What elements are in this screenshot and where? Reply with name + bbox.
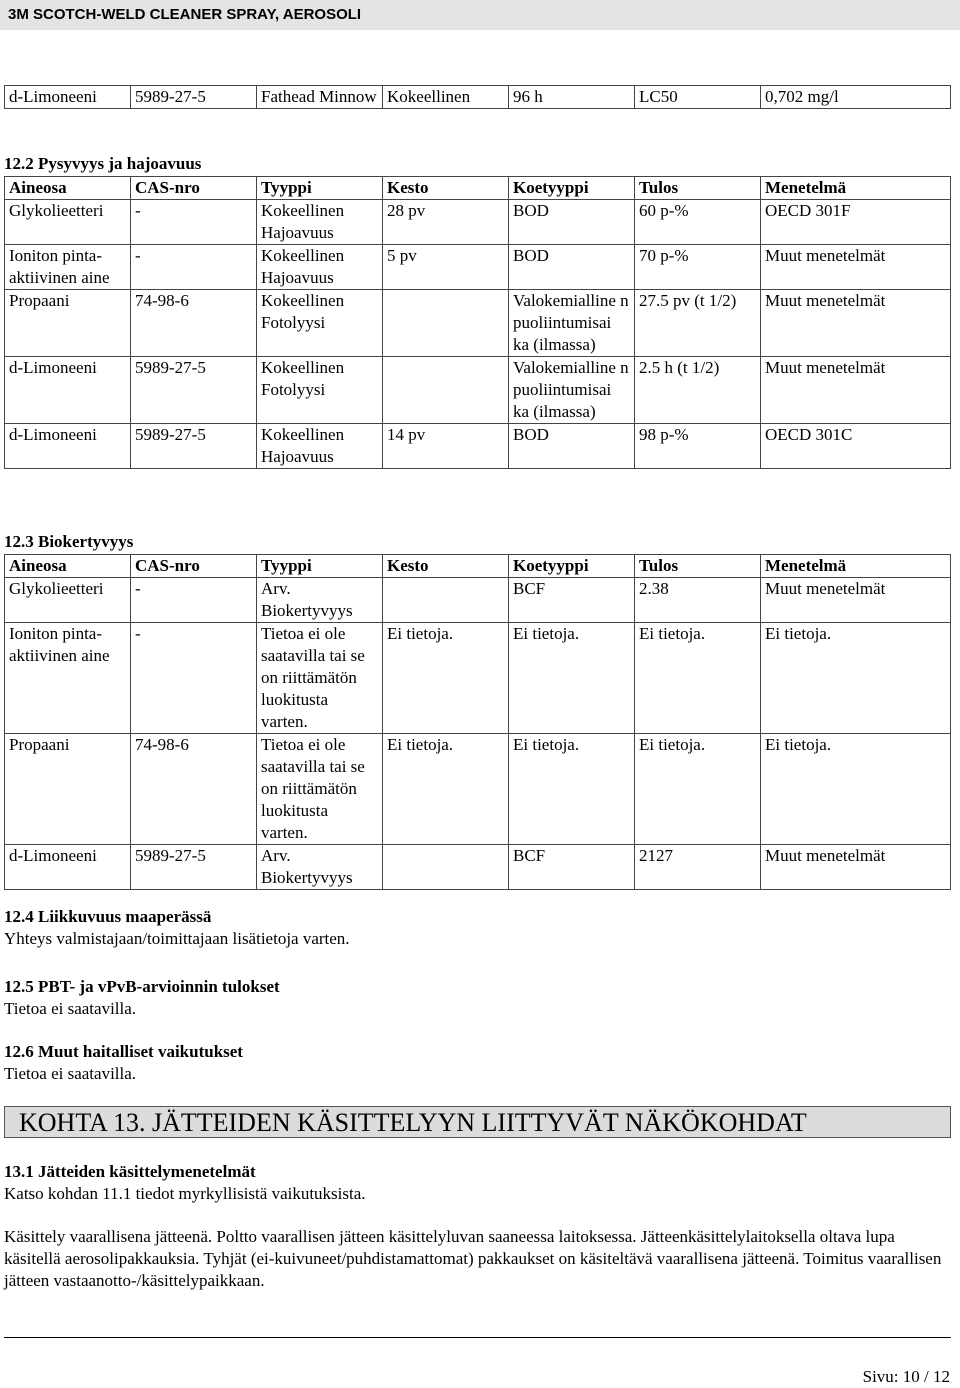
- column-header: Aineosa: [5, 555, 131, 578]
- table-header-row: [5, 177, 951, 200]
- table-cell: Kokeellinen Fotolyysi: [257, 357, 383, 424]
- table-cell: Ei tietoja.: [383, 734, 509, 845]
- table-cell: 0,702 mg/l: [761, 86, 951, 109]
- table-cell: Kokeellinen Hajoavuus: [257, 245, 383, 290]
- table-cell: Muut menetelmät: [761, 245, 951, 290]
- table-cell: Valokemialline n puoliintumisai ka (ilmassa): [509, 290, 635, 357]
- table-cell: Glykolieetteri: [5, 578, 131, 623]
- section-13-heading: KOHTA 13. JÄTTEIDEN KÄSITTELYYN LIITTYVÄT NÄKÖKOHDAT: [19, 1108, 807, 1137]
- column-header: Aineosa: [5, 177, 131, 200]
- table-cell: 2.5 h (t 1/2): [635, 357, 761, 424]
- column-header: Tulos: [635, 177, 761, 200]
- section-13-banner: [4, 1106, 951, 1138]
- table-cell: -: [131, 245, 257, 290]
- table-cell: d-Limoneeni: [5, 357, 131, 424]
- table-row: [5, 86, 951, 109]
- table-cell: [383, 357, 509, 424]
- table-row: [5, 578, 951, 623]
- table-cell: Ei tietoja.: [509, 734, 635, 845]
- table-cell: Muut menetelmät: [761, 290, 951, 357]
- section-title-13-1: 13.1 Jätteiden käsittelymenetelmät: [4, 1162, 256, 1181]
- column-header: Tyyppi: [257, 177, 383, 200]
- table-row: [5, 245, 951, 290]
- column-header: Menetelmä: [761, 177, 951, 200]
- section-title-12-4: 12.4 Liikkuvuus maaperässä: [4, 907, 212, 926]
- table-cell: BCF: [509, 578, 635, 623]
- column-header: Koetyyppi: [509, 555, 635, 578]
- document-header: [0, 0, 960, 30]
- table-cell: 70 p-%: [635, 245, 761, 290]
- table-cell: 2.38: [635, 578, 761, 623]
- table-cell: LC50: [635, 86, 761, 109]
- disposal-paragraph: Käsittely vaarallisena jätteenä. Poltto vaarallisen jätteen käsittelyluvan saaneessa laitoksessa. Jätteenkäsittelylaitoksella oltava lupa käsitellä aerosolipakkauksia. Tyhjät (ei-kuivuneet/puhdistamattomat) pakkaukset on käsiteltävä vaarallisena jätteenä. Toimitus vaarallisen jätteen vastaanotto-/käsittelypaikkaan.: [4, 1227, 942, 1290]
- table-header-row: [5, 555, 951, 578]
- table-row: [5, 734, 951, 845]
- table-cell: Ei tietoja.: [635, 734, 761, 845]
- table-cell: Ei tietoja.: [761, 623, 951, 734]
- table-cell: Ei tietoja.: [383, 623, 509, 734]
- table-cell: Propaani: [5, 734, 131, 845]
- table-cell: Fathead Minnow: [257, 86, 383, 109]
- table-cell: d-Limoneeni: [5, 845, 131, 890]
- table-cell: BCF: [509, 845, 635, 890]
- table-cell: 5989-27-5: [131, 357, 257, 424]
- table-cell: Propaani: [5, 290, 131, 357]
- table-cell: OECD 301F: [761, 200, 951, 245]
- table-cell: [383, 290, 509, 357]
- section-text-13-1: Katso kohdan 11.1 tiedot myrkyllisistä vaikutuksista.: [4, 1184, 366, 1203]
- table-row: [5, 845, 951, 890]
- table-cell: 5989-27-5: [131, 424, 257, 469]
- table-cell: Glykolieetteri: [5, 200, 131, 245]
- table-cell: Tietoa ei ole saatavilla tai se on riittämätön luokitusta varten.: [257, 623, 383, 734]
- table-cell: Ei tietoja.: [509, 623, 635, 734]
- page-number: Sivu: 10 / 12: [862, 1367, 950, 1386]
- table-cell: Ioniton pinta-aktiivinen aine: [5, 245, 131, 290]
- table-cell: 28 pv: [383, 200, 509, 245]
- table-cell: 96 h: [509, 86, 635, 109]
- table-cell: BOD: [509, 200, 635, 245]
- table-row: [5, 623, 951, 734]
- table-cell: [383, 845, 509, 890]
- section-text-12-5: Tietoa ei saatavilla.: [4, 999, 137, 1018]
- table-cell: Arv. Biokertyvyys: [257, 578, 383, 623]
- table-row: [5, 290, 951, 357]
- table-cell: -: [131, 200, 257, 245]
- table-cell: 5989-27-5: [131, 845, 257, 890]
- footer-divider: [4, 1337, 951, 1338]
- table-cell: 60 p-%: [635, 200, 761, 245]
- table-cell: Ei tietoja.: [635, 623, 761, 734]
- table-cell: 74-98-6: [131, 290, 257, 357]
- table-cell: Ei tietoja.: [761, 734, 951, 845]
- table-cell: OECD 301C: [761, 424, 951, 469]
- section-title-12-5: 12.5 PBT- ja vPvB-arvioinnin tulokset: [4, 977, 280, 996]
- table-cell: -: [131, 578, 257, 623]
- table-cell: [383, 578, 509, 623]
- column-header: Kesto: [383, 177, 509, 200]
- section-text-12-4: Yhteys valmistajaan/toimittajaan lisätietoja varten.: [4, 929, 350, 948]
- table-cell: 74-98-6: [131, 734, 257, 845]
- section-title-12-3: 12.3 Biokertyvyys: [4, 532, 134, 551]
- table-cell: 27.5 pv (t 1/2): [635, 290, 761, 357]
- table-cell: Kokeellinen Fotolyysi: [257, 290, 383, 357]
- column-header: Menetelmä: [761, 555, 951, 578]
- toxicity-table: [4, 85, 951, 109]
- table-cell: Muut menetelmät: [761, 845, 951, 890]
- table-cell: -: [131, 623, 257, 734]
- table-cell: d-Limoneeni: [5, 424, 131, 469]
- column-header: Kesto: [383, 555, 509, 578]
- table-cell: BOD: [509, 424, 635, 469]
- table-row: [5, 424, 951, 469]
- table-cell: Arv. Biokertyvyys: [257, 845, 383, 890]
- column-header: Tyyppi: [257, 555, 383, 578]
- table-cell: 98 p-%: [635, 424, 761, 469]
- table-cell: Kokeellinen Hajoavuus: [257, 424, 383, 469]
- section-title-12-6: 12.6 Muut haitalliset vaikutukset: [4, 1042, 243, 1061]
- table-cell: 5 pv: [383, 245, 509, 290]
- table-cell: BOD: [509, 245, 635, 290]
- table-cell: Muut menetelmät: [761, 357, 951, 424]
- table-cell: Ioniton pinta-aktiivinen aine: [5, 623, 131, 734]
- column-header: Koetyyppi: [509, 177, 635, 200]
- table-cell: Kokeellinen: [383, 86, 509, 109]
- column-header: CAS-nro: [131, 177, 257, 200]
- table-cell: 2127: [635, 845, 761, 890]
- table-row: [5, 200, 951, 245]
- product-title: 3M SCOTCH-WELD CLEANER SPRAY, AEROSOLI: [8, 6, 362, 23]
- column-header: Tulos: [635, 555, 761, 578]
- table-cell: 14 pv: [383, 424, 509, 469]
- column-header: CAS-nro: [131, 555, 257, 578]
- persistence-table: [4, 176, 951, 469]
- section-text-12-6: Tietoa ei saatavilla.: [4, 1064, 137, 1083]
- table-cell: Muut menetelmät: [761, 578, 951, 623]
- bioaccumulation-table: [4, 554, 951, 890]
- table-cell: Kokeellinen Hajoavuus: [257, 200, 383, 245]
- table-cell: Tietoa ei ole saatavilla tai se on riittämätön luokitusta varten.: [257, 734, 383, 845]
- table-cell: 5989-27-5: [131, 86, 257, 109]
- table-row: [5, 357, 951, 424]
- table-cell: d-Limoneeni: [5, 86, 131, 109]
- table-cell: Valokemialline n puoliintumisai ka (ilmassa): [509, 357, 635, 424]
- section-title-12-2: 12.2 Pysyvyys ja hajoavuus: [4, 154, 202, 173]
